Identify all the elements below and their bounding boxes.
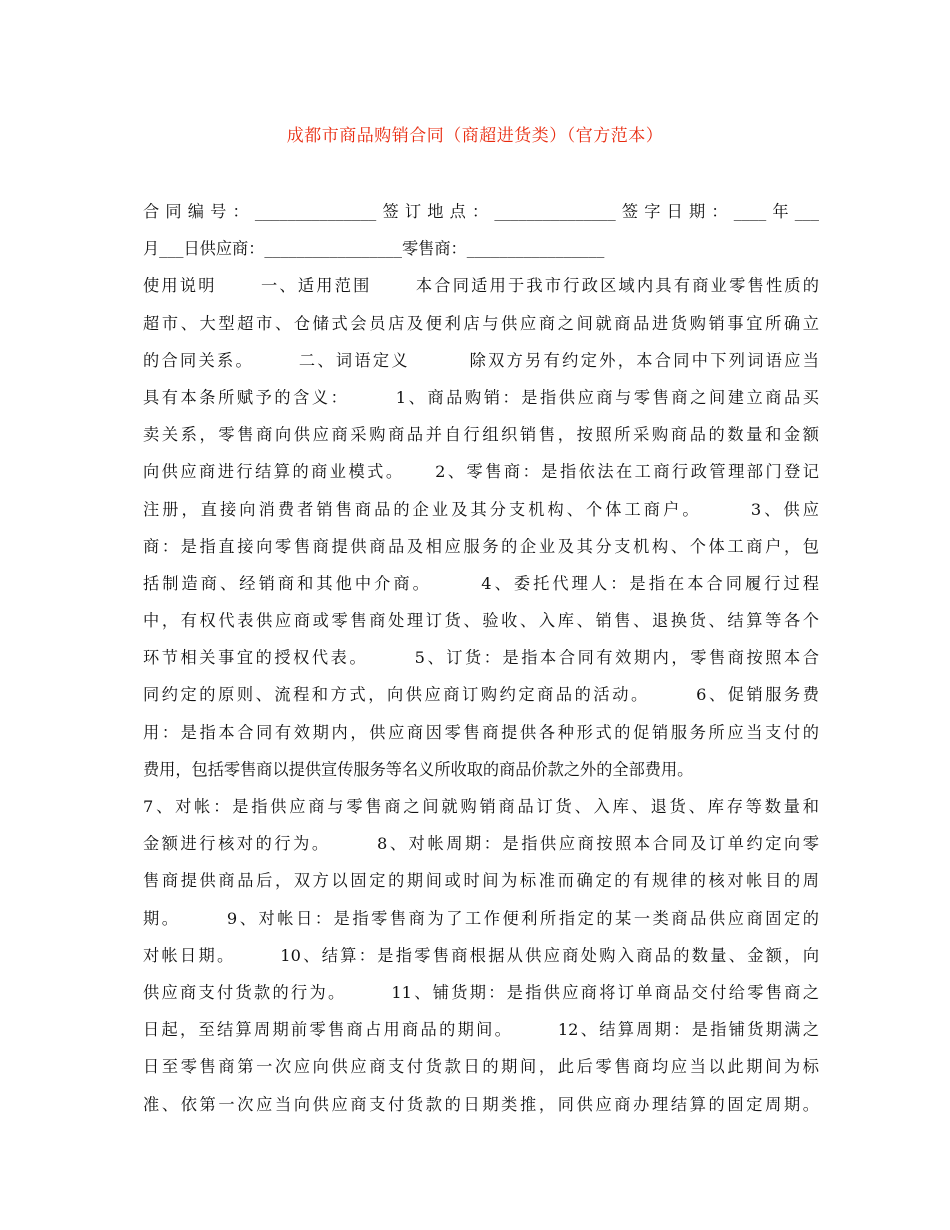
document-body bbox=[143, 193, 819, 1123]
body-line: 月___日供应商：_________________零售商：_________________ bbox=[143, 239, 605, 259]
body-line: 费用，包括零售商以提供宣传服务等名义所收取的商品价款之外的全部费用。 bbox=[143, 759, 694, 779]
body-line: 中，有权代表供应商或零售商处理订货、验收、入库、销售、退换货、结算等各个 bbox=[143, 611, 819, 631]
body-line: 7、对帐：是指供应商与零售商之间就购销商品订货、入库、退货、库存等数量和 bbox=[143, 797, 819, 816]
body-line: 准、依第一次应当向供应商支付货款的日期类推，同供应商办理结算的固定周期。 bbox=[143, 1094, 819, 1114]
body-line: 合同编号：_______________签订地点：_______________签字日期：____年___ bbox=[143, 202, 819, 221]
body-line: 超市、大型超市、仓储式会员店及便利店与供应商之间就商品进货购销事宜所确立 bbox=[143, 313, 819, 333]
body-line: 金额进行核对的行为。 8、对帐周期：是指供应商按照本合同及订单约定向零 bbox=[143, 834, 819, 854]
body-line: 向供应商进行结算的商业模式。 2、零售商：是指依法在工商行政管理部门登记 bbox=[143, 462, 819, 482]
body-line: 卖关系，零售商向供应商采购商品并自行组织销售，按照所采购商品的数量和金额 bbox=[143, 425, 819, 445]
body-line: 使用说明 一、适用范围 本合同适用于我市行政区域内具有商业零售性质的 bbox=[143, 276, 819, 296]
body-line: 日至零售商第一次应向供应商支付货款日的期间，此后零售商均应当以此期间为标 bbox=[143, 1057, 819, 1077]
body-line: 用：是指本合同有效期内，供应商因零售商提供各种形式的促销服务所应当支付的 bbox=[143, 722, 819, 742]
body-line: 商：是指直接向零售商提供商品及相应服务的企业及其分支机构、个体工商户，包 bbox=[143, 536, 819, 556]
body-line: 注册，直接向消费者销售商品的企业及其分支机构、个体工商户。 3、供应 bbox=[143, 499, 819, 519]
body-line: 对帐日期。 10、结算：是指零售商根据从供应商处购入商品的数量、金额，向 bbox=[143, 945, 819, 965]
document-title: 成都市商品购销合同（商超进货类）（官方范本） bbox=[286, 126, 664, 146]
body-line: 具有本条所赋予的含义： 1、商品购销：是指供应商与零售商之间建立商品买 bbox=[143, 387, 819, 407]
body-line: 环节相关事宜的授权代表。 5、订货：是指本合同有效期内，零售商按照本合 bbox=[143, 648, 819, 668]
body-line: 的合同关系。 二、词语定义 除双方另有约定外，本合同中下列词语应当 bbox=[143, 350, 819, 370]
body-line: 期。 9、对帐日：是指零售商为了工作便利所指定的某一类商品供应商固定的 bbox=[143, 908, 819, 928]
body-line: 括制造商、经销商和其他中介商。 4、委托代理人：是指在本合同履行过程 bbox=[143, 573, 819, 593]
body-line: 售商提供商品后，双方以固定的期间或时间为标准而确定的有规律的核对帐目的周 bbox=[143, 871, 819, 891]
body-line: 同约定的原则、流程和方式，向供应商订购约定商品的活动。 6、促销服务费 bbox=[143, 685, 819, 705]
body-line: 供应商支付货款的行为。 11、铺货期：是指供应商将订单商品交付给零售商之 bbox=[143, 982, 819, 1002]
body-line: 日起，至结算周期前零售商占用商品的期间。 12、结算周期：是指铺货期满之 bbox=[143, 1020, 819, 1040]
